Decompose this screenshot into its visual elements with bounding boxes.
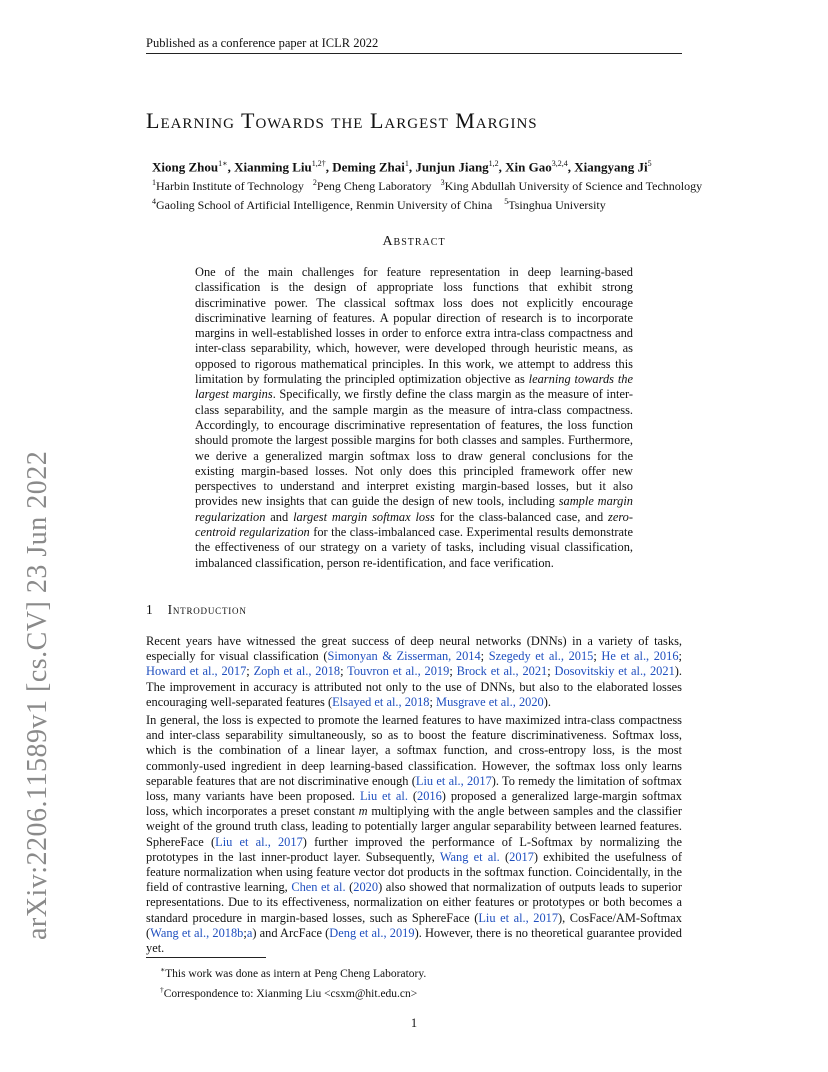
- body-text: ), CosFace/AM-Softmax (: [146, 910, 683, 940]
- cite-sep: ;: [480, 649, 489, 664]
- affil-sup: 5: [504, 197, 509, 207]
- running-header: Published as a conference paper at ICLR 2022: [146, 36, 379, 50]
- citation-link[interactable]: Liu et al.: [359, 789, 408, 804]
- citation-link[interactable]: Musgrave et al., 2020: [436, 694, 544, 709]
- abstract-heading: Abstract: [382, 234, 446, 249]
- section-number: 1: [146, 602, 154, 617]
- affil-sup: 1: [152, 178, 156, 188]
- body-text: ) and ArcFace (: [252, 925, 330, 940]
- abstract-emphasis: learning towards the largest margins: [195, 372, 633, 402]
- cite-sep: ;: [678, 649, 682, 664]
- body-text: also showed that normalization of outputs leads to superior representations. Due to its effectiveness, normalization on either features or prototypes or both becomes a standard procedure in margin-based losses, such as SphereFace (: [146, 880, 682, 925]
- citation-link[interactable]: Szegedy et al., 2015: [488, 649, 594, 664]
- footnote-mark: ∗: [160, 965, 166, 974]
- citation-link[interactable]: Liu et al., 2017: [415, 773, 492, 788]
- affil-sup: 4: [152, 197, 156, 207]
- affil-sup: 2: [312, 178, 317, 188]
- body-text: In general, the loss is expected to promote the learned features to have maximized intra-class compactness and inter-class separability simultaneously, so as to boost the feature discriminativeness. Softmax loss, which is the combination of a linear layer, a softmax function, and cross-entropy loss, is the most commonly-used ingredient in deep learning-based classification. However, the softmax loss only learns separable features that are not discriminative enough (: [146, 713, 682, 788]
- footnote-text: Correspondence to: Xianming Liu <csxm@hit.edu.cn>: [163, 987, 418, 1000]
- citation-link[interactable]: Liu et al., 2017: [215, 834, 303, 849]
- abstract-text: One of the main challenges for feature representation in deep learning-based classification is the design of appropriate loss functions that exhibit strong discriminative power. The classical softmax loss does not explicitly encourage discriminative learning of features. A popular direction of research is to incorporate margins in well-established losses in order to enforce extra intra-class compactness and inter-class separability, which, however, were developed through heuristic means, as opposed to rigorous mathematical principles. In this work, we attempt to address this limitation by formulating the principled optimization objective as: [195, 265, 633, 387]
- citation-year-link[interactable]: 2016: [417, 789, 442, 804]
- affiliation: Peng Cheng Laboratory: [316, 179, 432, 194]
- author-name: Xiong Zhou: [152, 159, 219, 175]
- citation-link[interactable]: Deng et al., 2019: [329, 925, 415, 940]
- cite-sep: ;: [340, 664, 348, 679]
- arxiv-sidebar-stamp: arXiv:2206.11589v1 [cs.CV] 23 Jun 2022: [22, 450, 53, 940]
- section-title: Introduction: [167, 602, 247, 617]
- abstract-text: for the class-balanced case, and: [434, 509, 608, 524]
- footnote-rule: [146, 957, 266, 958]
- author-sep: ,: [567, 159, 575, 175]
- citation-link[interactable]: Zoph et al., 2018: [253, 664, 341, 679]
- footnote-text: This work was done as intern at Peng Cheng Laboratory.: [165, 967, 427, 980]
- affiliation: King Abdullah University of Science and Technology: [444, 179, 703, 194]
- citation-link[interactable]: Touvron et al., 2019: [347, 664, 450, 679]
- cite-sep: ;: [246, 664, 254, 679]
- affiliation: Gaoling School of Artificial Intelligence, Renmin University of China: [156, 198, 493, 213]
- citation-link[interactable]: Wang et al.: [439, 849, 500, 864]
- citation-link[interactable]: a: [246, 925, 253, 940]
- author-list: [152, 156, 732, 175]
- citation-year-link[interactable]: 2017: [509, 849, 534, 864]
- abstract-text: . Specifically, we firstly define the class margin as the measure of inter-class separability, and the sample margin as the measure of intra-class compactness. Accordingly, to encourage discriminative representation of features, the loss function should promote the largest possible margins for both classes and samples. Furthermore, we derive a generalized margin softmax loss to draw general conclusions for the existing margin-based losses. Not only does this principled framework offer new perspectives to understand and interpret existing margin-based losses, but it also provides new insights that can guide the design of new tools, including: [195, 387, 633, 509]
- intro-paragraph-2: In general, the loss is expected to promote the learned features to have maximized intra-class compactness and inter-class separability simultaneously, so as to boost the feature discriminativeness. Softmax loss, which is the combination of a linear layer, a softmax function, and cross-entropy loss, is the most commonly-used ingredient in deep learning-based classification. However, the softmax loss only learns separable features that are not discriminative enough (Liu et al., 2017). To remedy the limitation of softmax loss, many variants have been proposed. Liu et al. (2016) proposed a generalized large-margin softmax loss, which incorporates a preset constant m multiplying with the angle between samples and the classifier weight of the ground truth class, leading to potentially larger angular separability between learned features. SphereFace (Liu et al., 2017) further improved the performance of L-Softmax by normalizing the prototypes in the last inner-product layer. Subsequently, Wang et al. (2017) exhibited the usefulness of feature normalization when using feature vector dot products in the softmax function. Coincidentally, in the field of contrastive learning, Chen et al. (2020) also showed that normalization of outputs leads to superior representations. Due to its effectiveness, normalization on either features or prototypes or both becomes a standard procedure in margin-based losses, such as SphereFace (Liu et al., 2017), CosFace/AM-Softmax (Wang et al., 2018b;a) and ArcFace (Deng et al., 2019). However, there is no theoretical guarantee provided yet.: [146, 713, 683, 956]
- citation-link[interactable]: Howard et al., 2017: [146, 664, 247, 679]
- citation-link[interactable]: He et al., 2016: [601, 649, 679, 664]
- citation-link[interactable]: Brock et al., 2021: [456, 664, 548, 679]
- abstract-text: and: [265, 509, 294, 524]
- cite-sep: ;: [429, 694, 437, 709]
- citation-link[interactable]: Elsayed et al., 2018: [332, 694, 430, 709]
- author-block: [152, 156, 732, 213]
- affiliation: Tsinghua University: [508, 198, 606, 213]
- abstract-body: [195, 265, 633, 571]
- citation-link[interactable]: Dosovitskiy et al., 2021: [554, 664, 675, 679]
- affiliation: Harbin Institute of Technology: [156, 179, 304, 194]
- author-name: Deming Zhai: [332, 159, 405, 175]
- affiliation-line-2: [152, 194, 732, 213]
- body-text: ).: [543, 694, 551, 709]
- cite-sep: ;: [593, 649, 602, 664]
- footnote-2: [160, 982, 680, 1002]
- body-text: Recent years have witnessed the great success of deep neural networks (DNNs) in a variety of tasks, especially for visual classification (: [146, 634, 682, 664]
- author-sep: ,: [498, 159, 506, 175]
- author-sup: 1,2: [488, 159, 499, 168]
- affiliation-line-1: [152, 175, 732, 194]
- body-text: ). The improvement in accuracy is attributed not only to the use of DNNs, but also to the elaborated losses encouraging well-separated features (: [146, 664, 683, 709]
- abstract-text: for the class-imbalanced case. Experimental results demonstrate the effectiveness of our strategy on a variety of tasks, including visual classification, imbalanced classification, person re-identification, and face verification.: [195, 525, 633, 570]
- author-sup: 3,2,4: [551, 159, 568, 168]
- citation-year-link[interactable]: 2020: [353, 880, 379, 895]
- paper-title: Learning Towards the Largest Margins: [146, 108, 538, 133]
- author-sep: ,: [325, 159, 333, 175]
- citation-link[interactable]: Wang et al., 2018b: [150, 925, 244, 940]
- author-name: Junjun Jiang: [415, 159, 489, 175]
- intro-paragraph-1: [146, 634, 682, 710]
- author-sup: 1∗: [218, 159, 228, 168]
- author-sup: 1: [404, 159, 409, 168]
- body-text: exhibited the usefulness of feature normalization when using feature vector dot products in the softmax function. Coincidentally, in the field of contrastive learning,: [146, 849, 682, 895]
- body-text: multiplying with the angle between samples and the classifier weight of the ground truth class, leading to potentially larger angular separability between learned features. SphereFace (: [146, 804, 682, 849]
- section-heading: [146, 602, 247, 618]
- body-text: ). However, there is no theoretical guarantee provided yet.: [146, 925, 682, 956]
- math-symbol: m: [358, 804, 368, 819]
- header-rule: [146, 53, 682, 54]
- citation-link[interactable]: Chen et al.: [291, 880, 346, 895]
- cite-sep: ;: [547, 664, 555, 679]
- author-name: Xianming Liu: [234, 159, 312, 175]
- page-number: 1: [410, 1016, 418, 1030]
- abstract-emphasis: zero-centroid regularization: [195, 509, 634, 540]
- citation-link[interactable]: Liu et al., 2017: [478, 910, 559, 925]
- author-sep: ,: [408, 159, 416, 175]
- body-text: ). To remedy the limitation of softmax loss, many variants have been proposed.: [146, 773, 682, 804]
- body-text: ) further improved the performance of L-Softmax by normalizing the prototypes in the last inner-product layer. Subsequently,: [146, 834, 682, 864]
- author-name: Xiangyang Ji: [574, 159, 648, 175]
- footnote-mark: †: [160, 984, 164, 994]
- footnotes: [160, 962, 680, 1002]
- author-name: Xin Gao: [505, 159, 552, 175]
- footnote-1: [160, 962, 680, 982]
- author-sup: 5: [647, 159, 652, 168]
- citation-link[interactable]: Simonyan & Zisserman, 2014: [327, 649, 481, 664]
- affil-sup: 3: [440, 178, 445, 188]
- body-text: proposed a generalized large-margin softmax loss, which incorporates a preset constant: [146, 789, 682, 819]
- cite-sep: ;: [449, 664, 457, 679]
- author-sep: ,: [227, 159, 235, 175]
- abstract-emphasis: largest margin softmax loss: [293, 509, 435, 524]
- abstract-emphasis: sample margin regularization: [195, 494, 634, 524]
- author-sup: 1,2†: [311, 159, 326, 168]
